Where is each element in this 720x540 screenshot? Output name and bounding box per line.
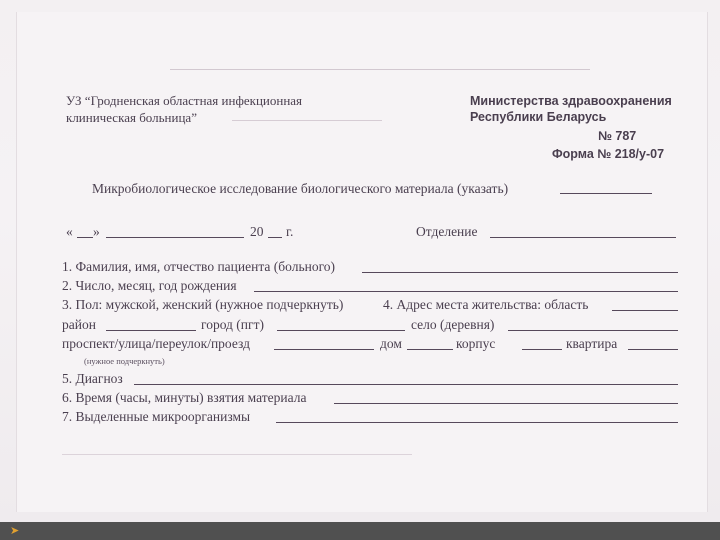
- town-label: город (пгт): [201, 317, 264, 332]
- field-microorganisms-label: 7. Выделенные микроорганизмы: [62, 409, 251, 424]
- collection-time-blank: [334, 403, 678, 404]
- date-quote-open: «: [66, 224, 73, 239]
- title-blank-line: [560, 193, 652, 194]
- street-blank: [274, 349, 374, 350]
- slide-footer-bar: [0, 522, 720, 540]
- year-prefix: 20: [250, 224, 264, 239]
- date-quote-close: »: [93, 224, 100, 239]
- field-diagnosis-label: 5. Диагноз: [62, 371, 123, 386]
- institution-name-line2: клиническая больница”: [66, 110, 197, 125]
- district-blank: [106, 330, 196, 331]
- street-label: проспект/улица/переулок/проезд: [62, 336, 250, 351]
- ministry-line2: Республики Беларусь: [470, 110, 607, 124]
- underline-note: (нужное подчеркнуть): [84, 356, 165, 366]
- apartment-blank: [628, 349, 678, 350]
- birth-date-blank: [254, 291, 678, 292]
- building-blank: [522, 349, 562, 350]
- town-blank: [277, 330, 405, 331]
- region-blank: [612, 310, 678, 311]
- microorganisms-blank: [276, 422, 678, 423]
- year-blank: [268, 237, 282, 238]
- diagnosis-blank: [134, 384, 678, 385]
- bullet-arrow-icon: ➤: [10, 524, 20, 537]
- department-blank: [490, 237, 676, 238]
- year-suffix: г.: [286, 224, 294, 239]
- house-blank: [407, 349, 453, 350]
- house-label: дом: [380, 336, 402, 351]
- village-blank: [508, 330, 678, 331]
- institution-name-line1: УЗ “Гродненская областная инфекционная: [66, 93, 303, 108]
- day-blank: [77, 237, 93, 238]
- form-number: № 787: [598, 129, 637, 143]
- field-sex-label: 3. Пол: мужской, женский (нужное подчеркнуть): [62, 297, 344, 312]
- department-label: Отделение: [416, 224, 478, 239]
- bleed-through-text: [232, 113, 382, 124]
- field-birth-date-label: 2. Число, месяц, год рождения: [62, 278, 237, 293]
- field-collection-time-label: 6. Время (часы, минуты) взятия материала: [62, 390, 307, 405]
- patient-name-blank: [362, 272, 678, 273]
- apartment-label: квартира: [566, 336, 618, 351]
- form-title: Микробиологическое исследование биологического материала (указать): [92, 181, 509, 196]
- field-patient-name-label: 1. Фамилия, имя, отчество пациента (больного): [62, 259, 336, 274]
- district-label: район: [62, 317, 96, 332]
- month-blank: [106, 237, 244, 238]
- ministry-line1: Министерства здравоохранения: [470, 94, 672, 108]
- bleed-through-text: [62, 447, 412, 458]
- bleed-through-text: [170, 62, 590, 73]
- field-address-label: 4. Адрес места жительства: область: [383, 297, 589, 312]
- form-code: Форма № 218/у-07: [552, 147, 665, 161]
- village-label: село (деревня): [411, 317, 495, 332]
- building-label: корпус: [456, 336, 496, 351]
